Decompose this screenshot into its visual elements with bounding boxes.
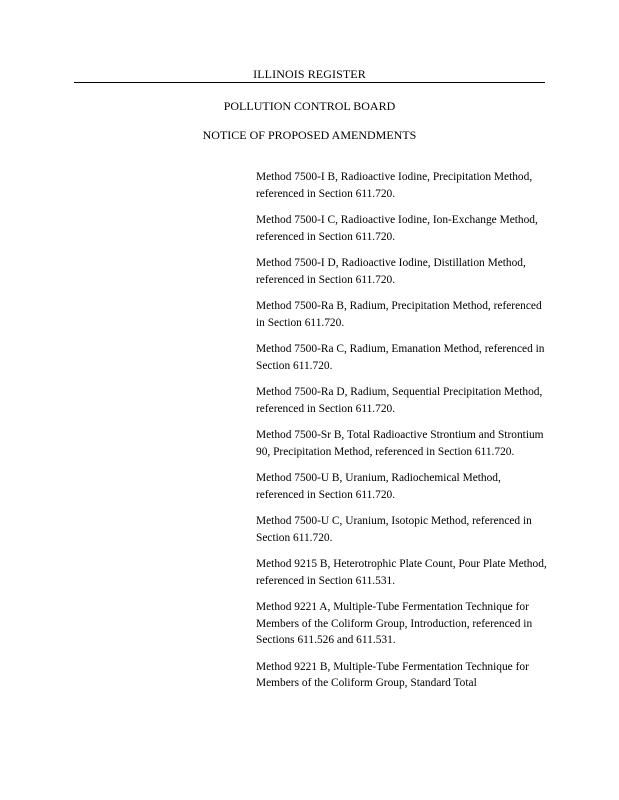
method-item: Method 7500-Sr B, Total Radioactive Strontium and Strontium 90, Precipitation Method, referenced in Section 611.720. — [256, 429, 544, 458]
method-item: Method 7500-Ra D, Radium, Sequential Precipitation Method, referenced in Section 611.720. — [256, 386, 543, 415]
method-item: Method 7500-I C, Radioactive Iodine, Ion-Exchange Method, referenced in Section 611.720. — [256, 214, 538, 243]
register-title: ILLINOIS REGISTER — [253, 67, 366, 81]
method-item: Method 7500-Ra C, Radium, Emanation Method, referenced in Section 611.720. — [256, 343, 545, 372]
method-item: Method 7500-U C, Uranium, Isotopic Method, referenced in Section 611.720. — [256, 515, 532, 544]
board-name: POLLUTION CONTROL BOARD — [223, 99, 396, 113]
method-item: Method 9221 B, Multiple-Tube Fermentation Technique for Members of the Coliform Group, Standard Total — [256, 660, 529, 689]
method-item: Method 7500-U B, Uranium, Radiochemical Method, referenced in Section 611.720. — [256, 472, 501, 501]
header-divider — [74, 82, 545, 83]
methods-list — [256, 169, 548, 702]
method-item: Method 9221 A, Multiple-Tube Fermentation Technique for Members of the Coliform Group, Introduction, referenced in Sections 611.526 and 611.531. — [256, 601, 533, 646]
method-item: Method 7500-I B, Radioactive Iodine, Precipitation Method, referenced in Section 611.720. — [256, 171, 533, 200]
method-item: Method 7500-I D, Radioactive Iodine, Distillation Method, referenced in Section 611.720. — [256, 257, 526, 286]
method-item: Method 9215 B, Heterotrophic Plate Count, Pour Plate Method, referenced in Section 611.531. — [256, 558, 547, 587]
method-item: Method 7500-Ra B, Radium, Precipitation Method, referenced in Section 611.720. — [256, 300, 542, 329]
notice-heading: NOTICE OF PROPOSED AMENDMENTS — [202, 128, 417, 142]
